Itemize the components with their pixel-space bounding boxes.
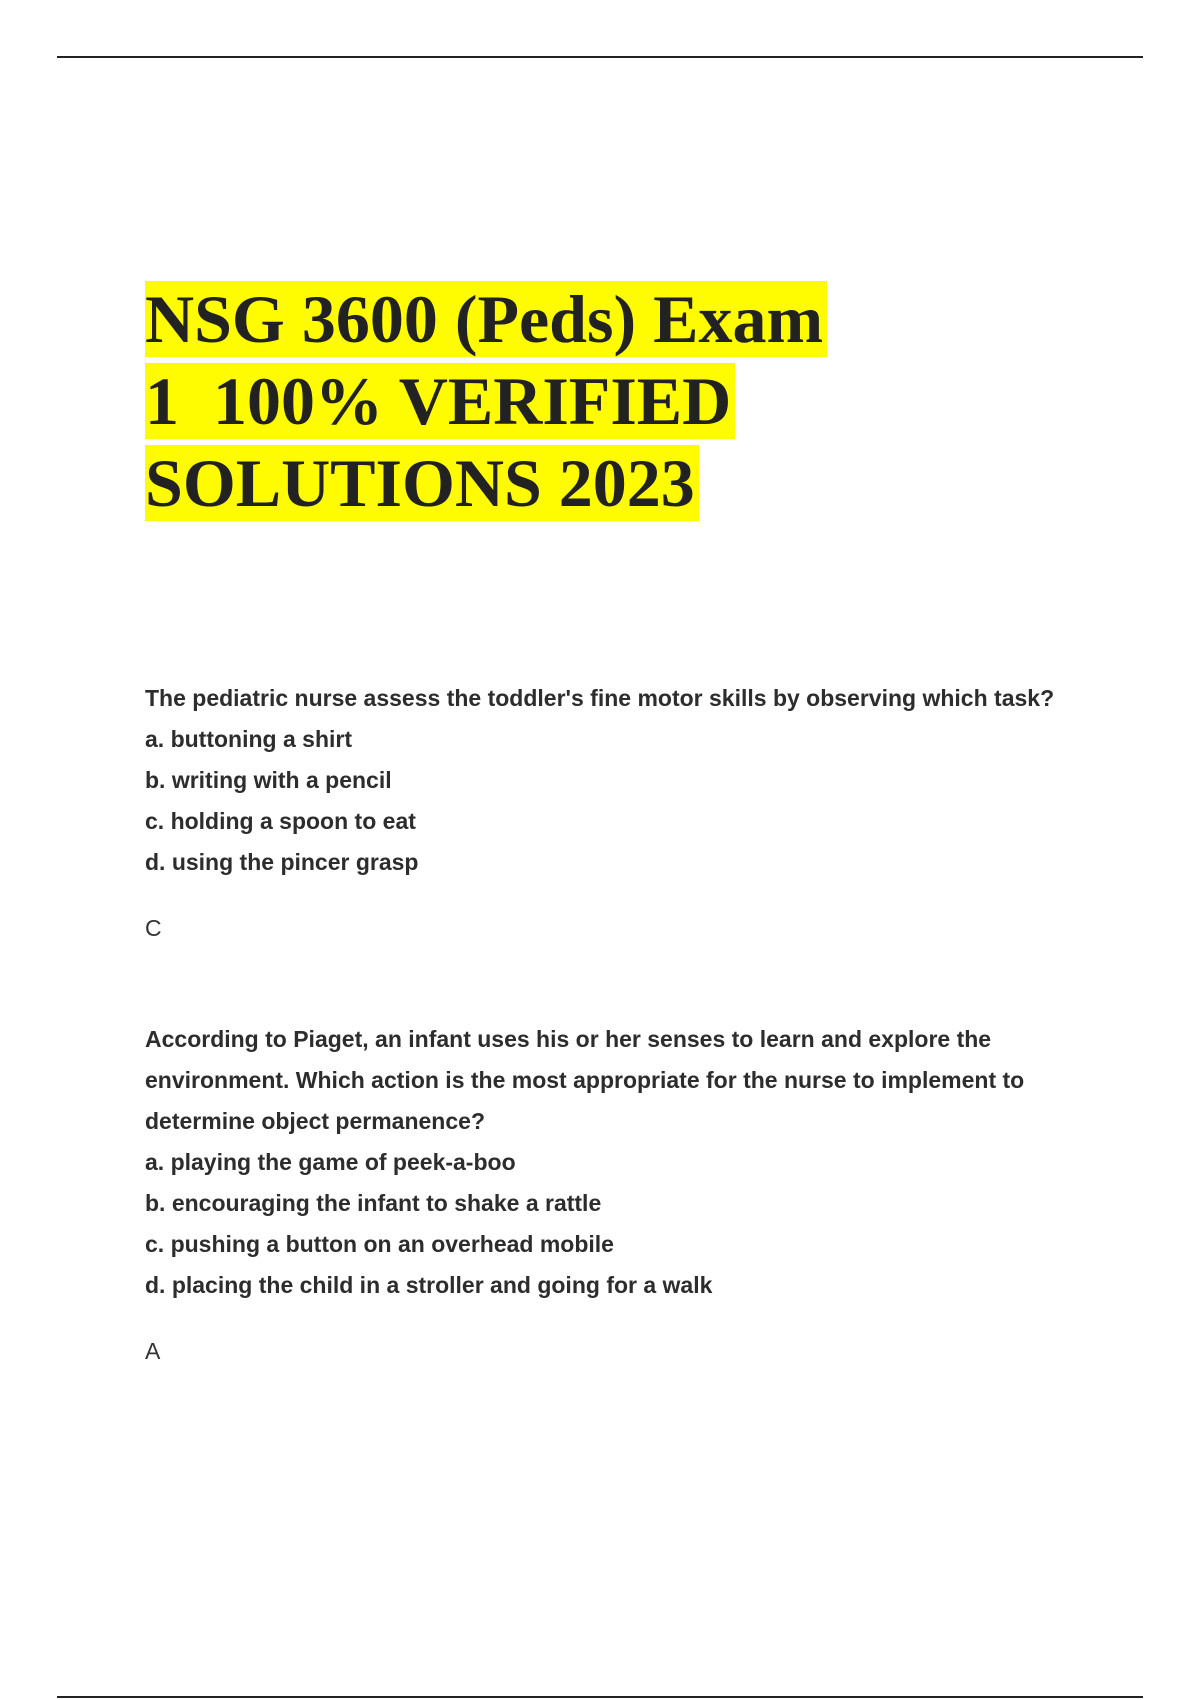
- option-d: d. using the pincer grasp: [145, 849, 419, 875]
- option-a: a. playing the game of peek-a-boo: [145, 1149, 516, 1175]
- question-block-2: [145, 1019, 1095, 1372]
- title-line-1: NSG 3600 (Peds) Exam: [145, 278, 1045, 360]
- option-c: c. holding a spoon to eat: [145, 808, 416, 834]
- option-b: b. writing with a pencil: [145, 767, 392, 793]
- title-line-2: 1 100% VERIFIED: [145, 360, 1045, 442]
- options-list: [145, 1142, 1095, 1306]
- bottom-rule: [57, 1696, 1143, 1698]
- option-b: b. encouraging the infant to shake a rattle: [145, 1190, 602, 1216]
- top-rule: [57, 56, 1143, 58]
- question-text: According to Piaget, an infant uses his or her senses to learn and explore the environment. Which action is the most appropriate for the nurse to implement to determine object permanence?: [145, 1026, 1025, 1134]
- question-text: The pediatric nurse assess the toddler's fine motor skills by observing which task?: [145, 685, 1055, 711]
- answer-text: C: [145, 915, 162, 941]
- document-title: [145, 278, 1045, 524]
- title-line-3: SOLUTIONS 2023: [145, 442, 1045, 524]
- option-d: d. placing the child in a stroller and going for a walk: [145, 1272, 713, 1298]
- option-a: a. buttoning a shirt: [145, 726, 352, 752]
- answer-text: A: [145, 1338, 161, 1364]
- question-block-1: [145, 678, 1095, 949]
- options-list: [145, 719, 1095, 883]
- option-c: c. pushing a button on an overhead mobile: [145, 1231, 614, 1257]
